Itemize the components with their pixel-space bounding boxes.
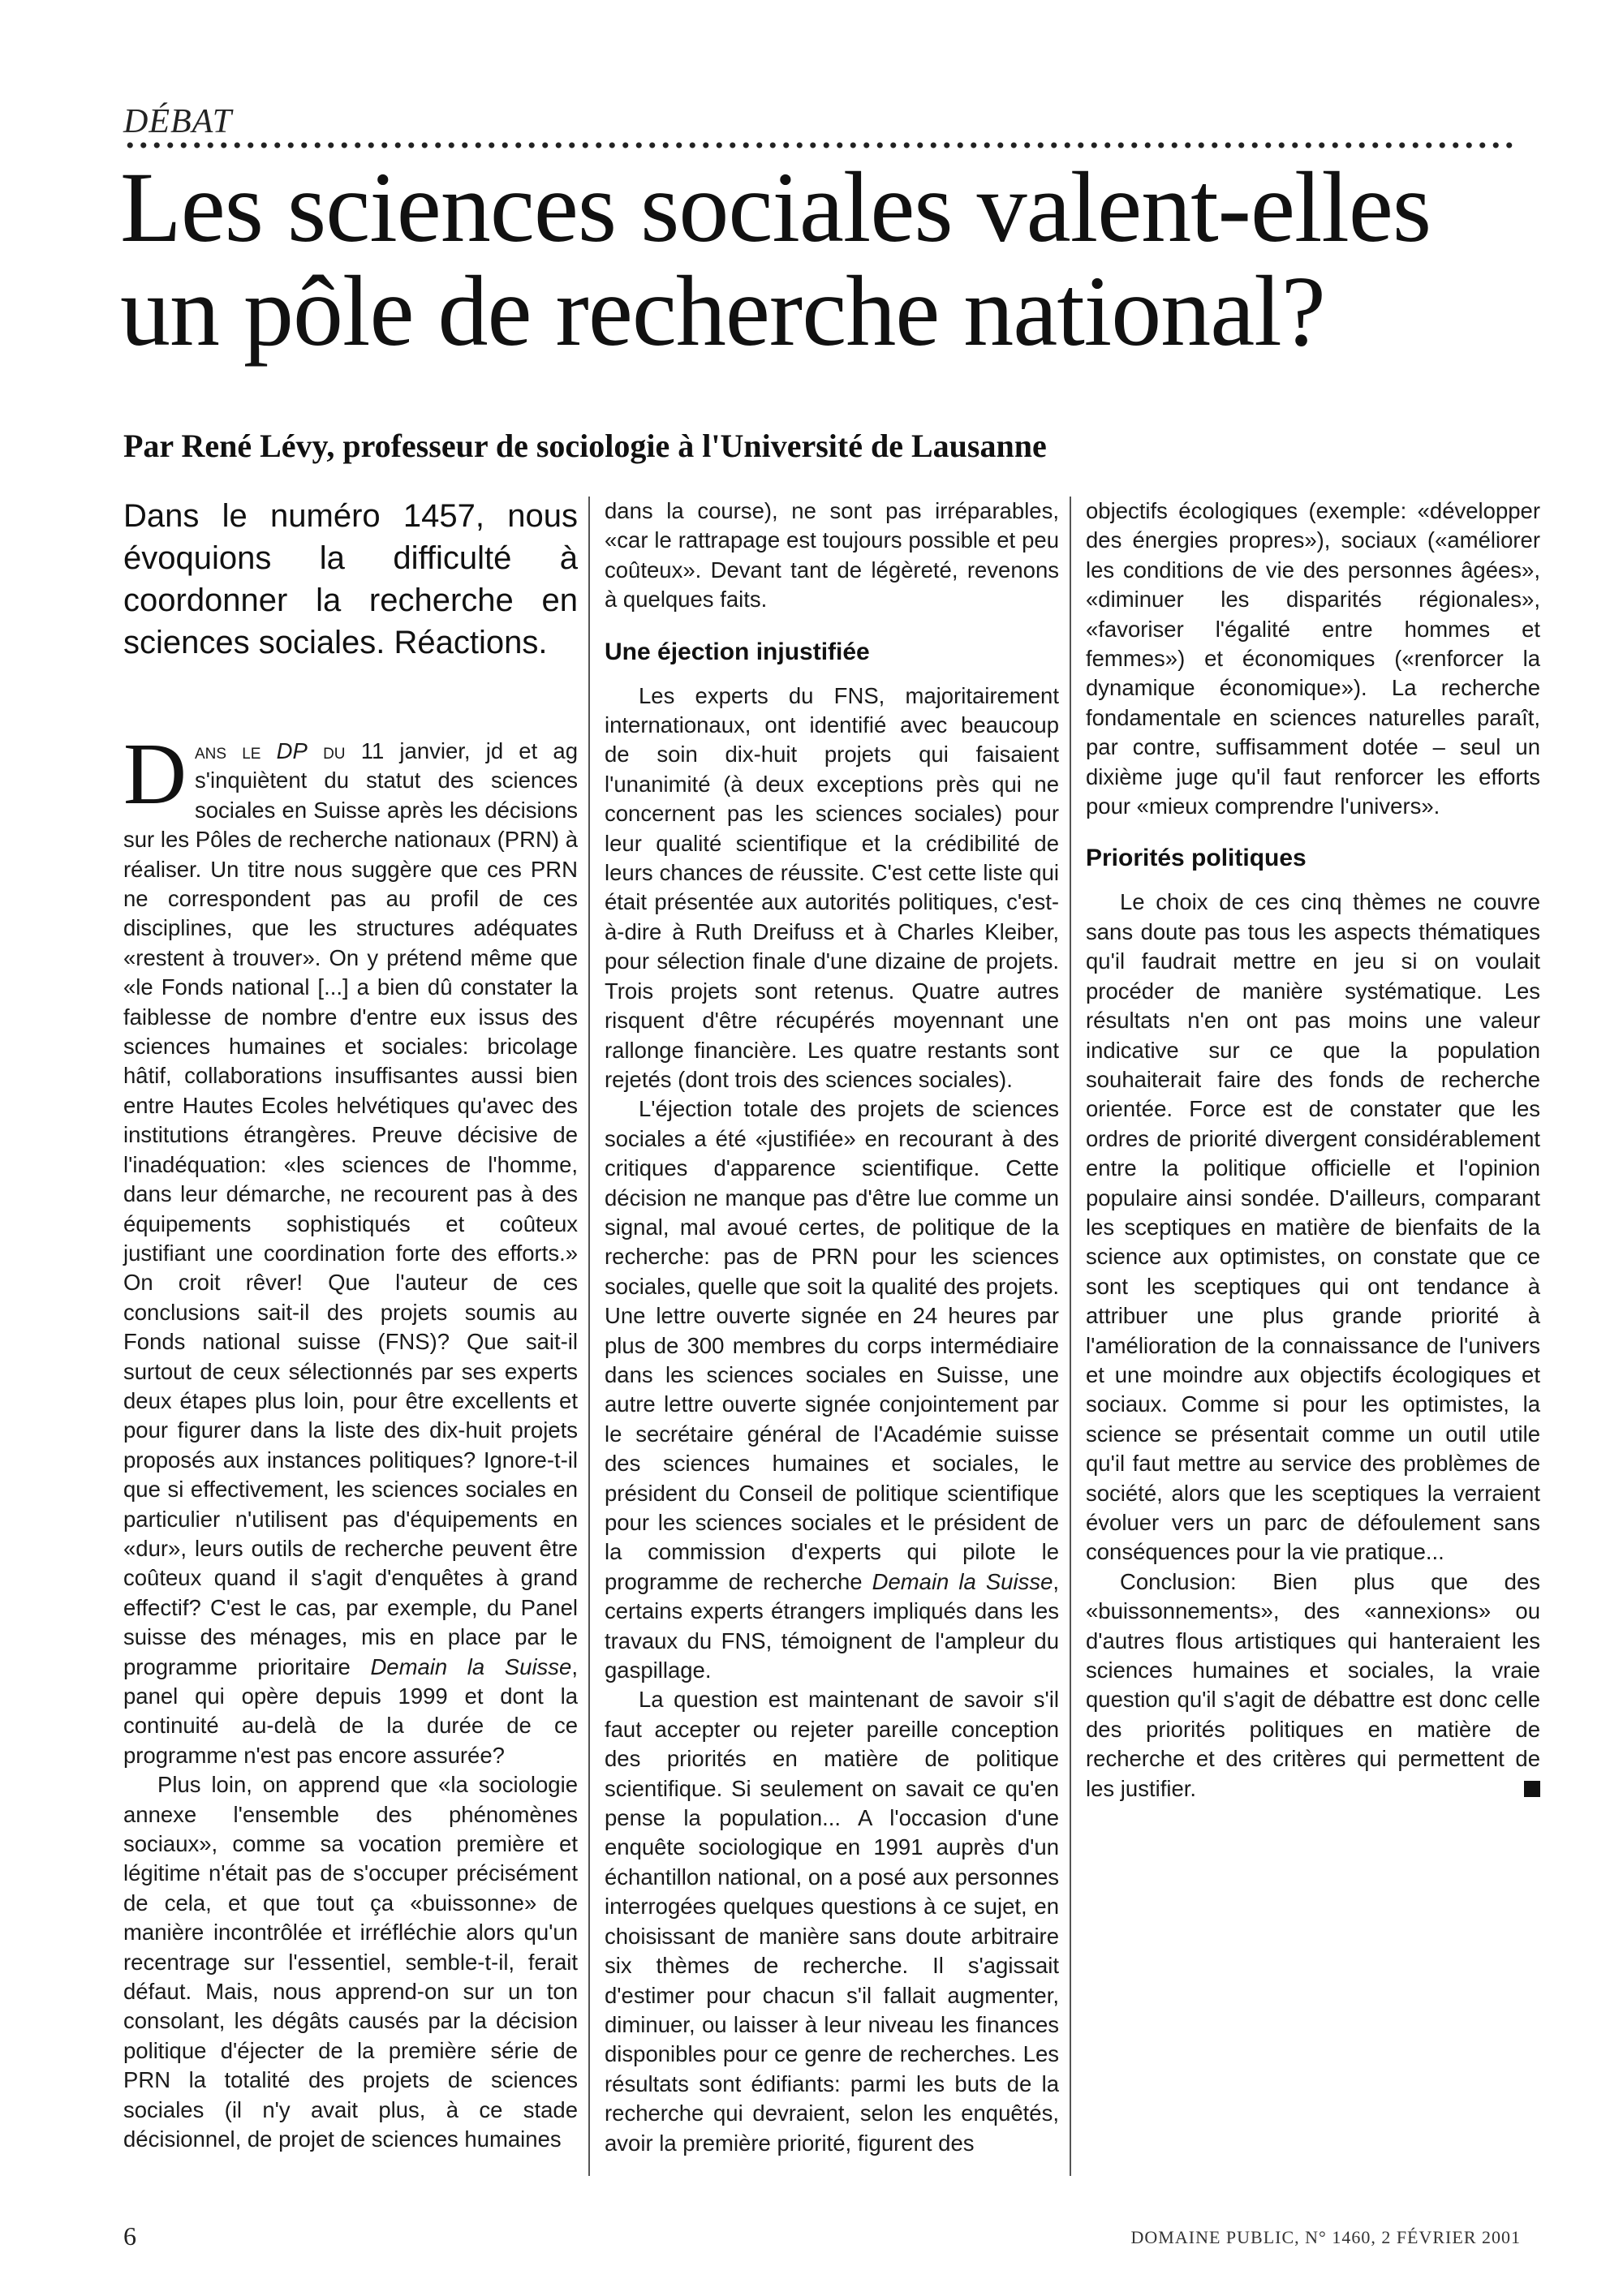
paragraph-text: dans la course), ne sont pas irréparables, «car le rattrapage est toujours possible et peu coûteux». Devant tant de légèreté, revenons à quelques faits. (605, 498, 1059, 613)
column-2 (605, 497, 1059, 2158)
paragraph (605, 1685, 1059, 2158)
paragraph-text: Le choix de ces cinq thèmes ne couvre sans doute pas tous les aspects thématiques qu'il faudrait mettre en jeu si on voulait procéder de manière systématique. Les résultats n'en ont pas moins une valeur indicative sur ce que la population souhaiterait faire des fonds de recherche orientée. Force est de constater que les ordres de priorité divergent considérablement entre la politique officielle et l'opinion populaire ainsi sondée. D'ailleurs, comparant les sceptiques en matière de bienfaits de la science aux optimistes, on constate que ce sont les sceptiques qui ont tendance à attribuer une plus grande priorité à l'amélioration de la connaissance de l'univers et une moindre aux objectifs écologiques et sociaux. Comme si pour les optimistes, la science se présentait comme un outil utile qu'il faut mettre au service des problèmes de société, alors que les sceptiques la verraient évoluer vers un parc de défoulement sans conséquences pour la vie pratique... (1086, 889, 1540, 1565)
paragraph-text: La question est maintenant de savoir s'il faut accepter ou rejeter pareille conception des priorités en matière de politique scientifique. Si seulement on savait ce qu'en pense la population... A l'occasion d'une enquête sociologique en 1991 auprès d'un échantillon national, on a posé aux personnes interrogées quelques questions à ce sujet, en choisissant de manière sans doute arbitraire six thèmes de recherche. Il s'agissait d'estimer pour chacun s'il fallait augmenter, diminuer, ou laisser à leur niveau les finances disponibles pour ce genre de recherches. Les résultats sont édifiants: parmi les buts de la recherche qui devraient, selon les enquêtés, avoir la première priorité, figurent des (605, 1687, 1059, 2156)
program-name: Demain la Suisse (872, 1568, 1053, 1594)
paragraph-continued (605, 497, 1059, 615)
lede: Dans le numéro 1457, nous évoquions la difficulté à coordonner la recherche en sciences sociales. Réactions. (123, 498, 578, 660)
paragraph (123, 1770, 578, 2154)
subhead-priorites: Priorités politiques (1086, 845, 1307, 872)
column-3 (1086, 497, 1540, 1804)
paragraph (1086, 1567, 1540, 1804)
section-rubric: DÉBAT (123, 103, 233, 140)
paragraph-text: , panel qui opère depuis 1999 et dont la continuité au-delà de la durée de ce programme n'est pas encore assurée? (123, 1653, 578, 1768)
paragraph-text: Les experts du FNS, majoritairement internationaux, ont identifié avec beaucoup de soin dix-huit projets qui faisaient l'unanimité (à deux exceptions près qui ne concernent pas les sciences sociales) pour leur qualité scientifique et la crédibilité de leurs chances de réussite. C'est cette liste qui était présentée aux autorités politiques, c'est-à-dire à Ruth Dreifuss et à Charles Kleiber, pour sélection finale d'une dizaine de projets. Trois projets sont retenus. Quatre autres risquent d'être récupérés moyennant une rallonge financière. Les quatre restants sont rejetés (dont trois des sciences sociales). (605, 682, 1059, 1092)
opening-words: du (323, 738, 346, 763)
column-divider (1070, 497, 1071, 2176)
dotted-rule (123, 141, 1519, 149)
publication-abbrev: DP (276, 738, 308, 763)
paragraph (605, 1094, 1059, 1685)
end-mark-icon (1524, 1781, 1540, 1797)
paragraph (123, 726, 579, 1770)
paragraph-text: 11 janvier, jd et ag s'inquiètent du statut des sciences sociales en Suisse après les décisions sur les Pôles de recherche nationaux (PRN) à réaliser. Un titre nous suggère que ces PRN ne correspondent pas au profil de ces disciplines, que les structures adéquates «restent à trouver». On y prétend même que «le Fonds national [...] a bien dû constater la faiblesse de nombre d'entre eux issus des sciences humaines et sociales: bricolage hâtif, collaborations insuffisantes aussi bien entre Hautes Ecoles helvétiques qu'avec des institutions étrangères. Preuve décisive de l'inadéquation: «les sciences de l'homme, dans leur démarche, ne recourent pas à des équipements sophistiqués et coûteux justifiant une coordination forte des efforts.» On croit rêver! Que l'auteur de ces conclusions sait-il des projets soumis au Fonds national suisse (FNS)? Que sait-il surtout de ceux sélectionnés par ses experts deux étapes plus loin, pour être excellents et pour figurer dans la liste des dix-huit projets proposés aux instances politiques? Ignore-t-il que si effectivement, les sciences sociales en particulier n'utilisent pas d'équipements en «dur», leurs outils de recherche peuvent être coûteux quand il s'agit d'enquêtes à grand effectif? C'est le cas, par exemple, du Panel suisse des ménages, mis en place par le programme prioritaire (123, 738, 579, 1679)
column-divider (588, 497, 590, 2176)
paragraph-text: Conclusion: Bien plus que des «buissonnements», des «annexions» ou d'autres flous artistiques qui hanteraient les sciences humaines et sociales, la vraie question qu'il s'agit de débattre est donc celle des priorités politiques en matière de recherche et des critères qui permettent de les justifier. (1086, 1568, 1540, 1801)
paragraph (1086, 497, 1540, 821)
paragraph (1086, 888, 1540, 1567)
page-number: 6 (123, 2221, 136, 2251)
paragraph-text: L'éjection totale des projets de sciences sociales a été «justifiée» en recourant à des critiques d'apparence scientifique. Cette décision ne manque pas d'être lue comme un signal, mal avoué certes, de politique de la recherche: pas de PRN pour les sciences sociales, quelle que soit la qualité des projets. Une lettre ouverte signée en 24 heures par plus de 300 membres du corps intermédiaire dans les sciences sociales en Suisse, une autre lettre ouverte signée conjointement par le secrétaire général de l'Académie suisse des sciences humaines et sociales, le président du Conseil de politique scientifique pour les sciences sociales et le président de la commission d'experts qui pilote le programme de recherche (605, 1096, 1059, 1594)
drop-cap: D (123, 726, 187, 823)
paragraph-text: , certains experts étrangers impliqués dans les travaux du FNS, témoignent de l'ampleur du gaspillage. (605, 1568, 1060, 1683)
opening-words: ans le (195, 738, 261, 763)
paragraph-text: objectifs écologiques (exemple: «développer des énergies propres»), sociaux («améliorer les conditions de vie des personnes âgées», «diminuer les disparités régionales», «favoriser l'égalité entre hommes et femmes») et économiques («renforcer la dynamique économique»). La recherche fondamentale en sciences naturelles paraît, par contre, suffisamment dotée – seul un dixième juge qu'il faut renforcer les efforts pour «mieux comprendre l'univers». (1086, 498, 1540, 819)
column-1 (123, 495, 578, 2155)
article-title: Les sciences sociales valent-elles un pôle de recherche national? (120, 152, 1431, 367)
subhead-ejection: Une éjection injustifiée (605, 638, 870, 665)
program-name: Demain la Suisse (370, 1653, 572, 1679)
paragraph-text: Plus loin, on apprend que «la sociologie annexe l'ensemble des phénomènes sociaux», comme sa vocation première et légitime n'était pas de s'occuper précisément de cela, et que tout ça «buissonne» de manière incontrôlée et irréfléchie alors qu'un recentrage sur l'essentiel, semble-t-il, ferait défaut. Mais, nous apprend-on sur un ton consolant, les dégâts causés par la décision politique d'éjecter de la première série de PRN la totalité des projets de sciences sociales (il n'y avait plus, à ce stade décisionnel, de projet de sciences humaines (123, 1772, 578, 2152)
publication-footer: DOMAINE PUBLIC, N° 1460, 2 FÉVRIER 2001 (1130, 2227, 1521, 2247)
byline: Par René Lévy, professeur de sociologie à l'Université de Lausanne (123, 428, 1047, 464)
paragraph (605, 681, 1059, 1095)
